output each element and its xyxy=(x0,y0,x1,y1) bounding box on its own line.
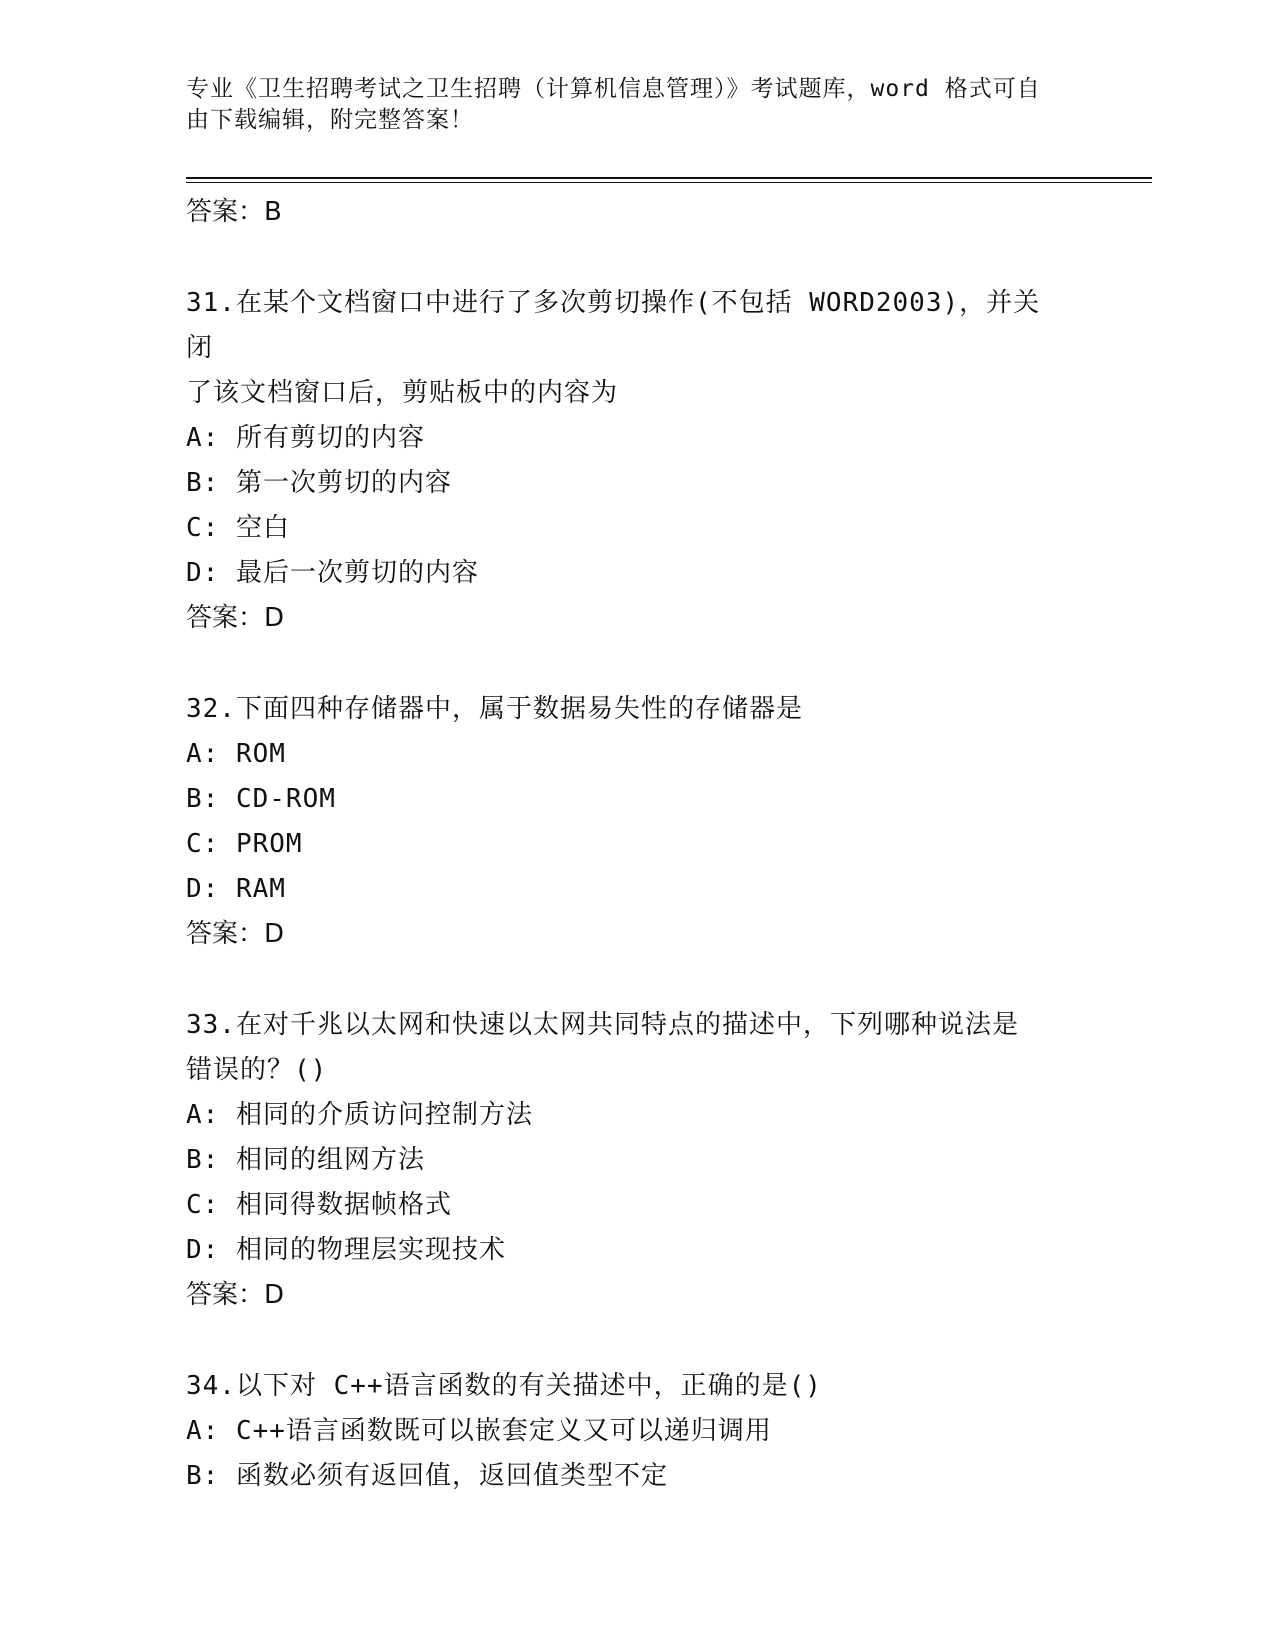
option-b: B: 函数必须有返回值，返回值类型不定 xyxy=(186,1461,668,1491)
question-34 xyxy=(186,1364,1086,1499)
question-text-line: 33.在对千兆以太网和快速以太网共同特点的描述中，下列哪种说法是 xyxy=(186,1010,1019,1040)
option-a: A: C++语言函数既可以嵌套定义又可以递归调用 xyxy=(186,1416,772,1446)
question-text xyxy=(186,1003,1066,1093)
question-text xyxy=(186,1364,1066,1409)
option-b: B: 第一次剪切的内容 xyxy=(186,468,452,498)
option-c: C: 空白 xyxy=(186,513,290,543)
option-b: B: CD-ROM xyxy=(186,784,336,814)
option-a: A: 相同的介质访问控制方法 xyxy=(186,1100,533,1130)
option-c: C: 相同得数据帧格式 xyxy=(186,1190,452,1220)
document-header xyxy=(186,74,1066,136)
question-32 xyxy=(186,687,1086,957)
answer-line: 答案：B xyxy=(186,197,282,227)
header-line-1: 专业《卫生招聘考试之卫生招聘（计算机信息管理）》考试题库，word 格式可自 xyxy=(186,76,1041,102)
option-d: D: RAM xyxy=(186,874,286,904)
answer-line: 答案：D xyxy=(186,603,285,633)
question-text xyxy=(186,687,1066,732)
question-31 xyxy=(186,281,1086,641)
answer-line: 答案：D xyxy=(186,1280,285,1310)
question-text-line: 31.在某个文档窗口中进行了多次剪切操作(不包括 WORD2003)，并关闭 xyxy=(186,288,1041,363)
question-text xyxy=(186,281,1066,416)
option-c: C: PROM xyxy=(186,829,303,859)
answer-line: 答案：D xyxy=(186,919,285,949)
option-a: A: 所有剪切的内容 xyxy=(186,423,425,453)
question-text-line: 32.下面四种存储器中，属于数据易失性的存储器是 xyxy=(186,694,803,724)
header-line-2: 由下载编辑，附完整答案！ xyxy=(186,107,474,133)
option-a: A: ROM xyxy=(186,739,286,769)
question-list xyxy=(186,190,1086,1499)
question-text-line: 了该文档窗口后，剪贴板中的内容为 xyxy=(186,378,619,408)
question-33 xyxy=(186,1003,1086,1318)
option-d: D: 相同的物理层实现技术 xyxy=(186,1235,506,1265)
option-b: B: 相同的组网方法 xyxy=(186,1145,425,1175)
question-text-line: 34.以下对 C++语言函数的有关描述中，正确的是() xyxy=(186,1371,822,1401)
question-text-line: 错误的？() xyxy=(186,1055,328,1085)
header-divider-thin xyxy=(186,182,1152,183)
option-d: D: 最后一次剪切的内容 xyxy=(186,558,479,588)
header-divider-thick xyxy=(186,177,1152,179)
